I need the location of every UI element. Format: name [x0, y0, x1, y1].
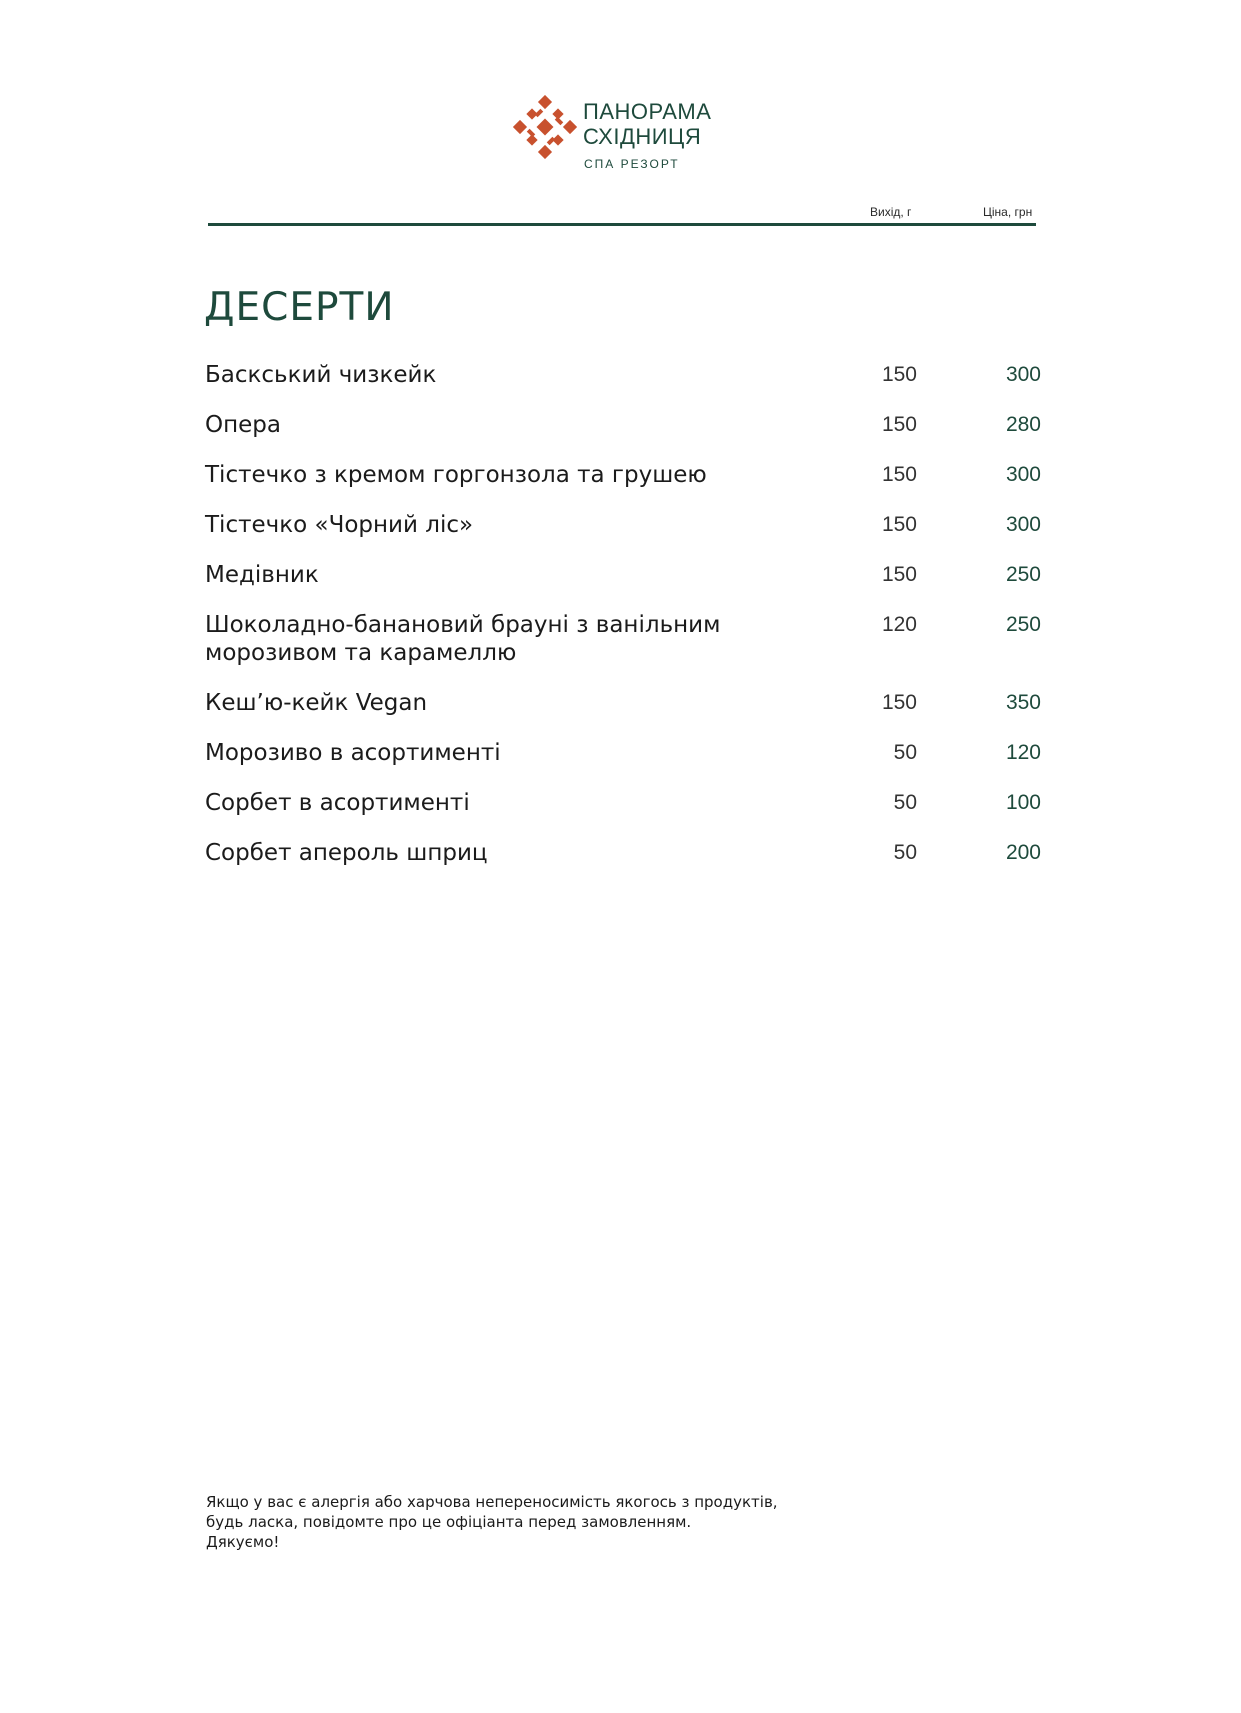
item-weight: 50: [893, 791, 917, 814]
item-price: 120: [1005, 741, 1041, 764]
menu-item: [205, 839, 1047, 867]
item-name: Медівник: [205, 562, 319, 588]
brand-name-line1: ПАНОРАМА: [583, 99, 712, 124]
menu-item: [205, 739, 1047, 767]
weight-column-header: Вихід, г: [870, 205, 912, 219]
item-price: 300: [1005, 513, 1041, 536]
menu-item: [205, 689, 1047, 717]
item-name: Сорбет апероль шприц: [205, 840, 488, 866]
item-price: 200: [1005, 841, 1041, 864]
item-name: Морозиво в асортименті: [205, 740, 501, 766]
brand-tagline: СПА РЕЗОРТ: [584, 157, 680, 171]
item-name: Баскський чизкейк: [205, 362, 437, 388]
item-weight: 150: [881, 413, 917, 436]
menu-item: [205, 561, 1047, 589]
item-weight: 150: [881, 363, 917, 386]
item-name: Шоколадно-банановий брауні з ванільним морозивом та карамеллю: [205, 612, 721, 666]
price-column-header: Ціна, грн: [983, 205, 1033, 219]
header-divider: [208, 223, 1036, 226]
brand-wordmark: [583, 99, 711, 171]
section-title: ДЕСЕРТИ: [204, 285, 395, 330]
menu-item: [205, 611, 1047, 667]
brand-name-line2: СХІДНИЦЯ: [583, 124, 702, 149]
item-price: 300: [1005, 363, 1041, 386]
item-price: 300: [1005, 463, 1041, 486]
item-name: Опера: [205, 412, 281, 438]
menu-list: [205, 361, 1047, 889]
menu-item: [205, 411, 1047, 439]
item-weight: 150: [881, 691, 917, 714]
item-weight: 120: [881, 613, 917, 636]
allergy-note-line2: будь ласка, повідомте про це офіціанта перед замовленням.: [206, 1513, 692, 1531]
item-name: Сорбет в асортименті: [205, 790, 470, 816]
item-price: 100: [1005, 791, 1041, 814]
item-name: Кеш’ю-кейк Vegan: [205, 690, 428, 716]
allergy-note-line3: Дякуємо!: [206, 1533, 280, 1551]
item-price: 350: [1005, 691, 1041, 714]
allergy-note-line1: Якщо у вас є алергія або харчова непереносимість якогось з продуктів,: [206, 1493, 778, 1511]
item-weight: 150: [881, 563, 917, 586]
menu-item: [205, 461, 1047, 489]
item-name: Тістечко з кремом горгонзола та грушею: [205, 462, 707, 488]
ornament-logo-icon: [513, 95, 577, 159]
item-weight: 50: [893, 741, 917, 764]
item-name: Тістечко «Чорний ліс»: [205, 512, 474, 538]
brand-logo: [513, 95, 723, 175]
allergy-note: [206, 1492, 778, 1552]
item-weight: 150: [881, 513, 917, 536]
menu-item: [205, 361, 1047, 389]
menu-item: [205, 789, 1047, 817]
menu-item: [205, 511, 1047, 539]
item-price: 250: [1005, 563, 1041, 586]
item-weight: 150: [881, 463, 917, 486]
item-price: 280: [1005, 413, 1041, 436]
item-weight: 50: [893, 841, 917, 864]
item-price: 250: [1005, 613, 1041, 636]
